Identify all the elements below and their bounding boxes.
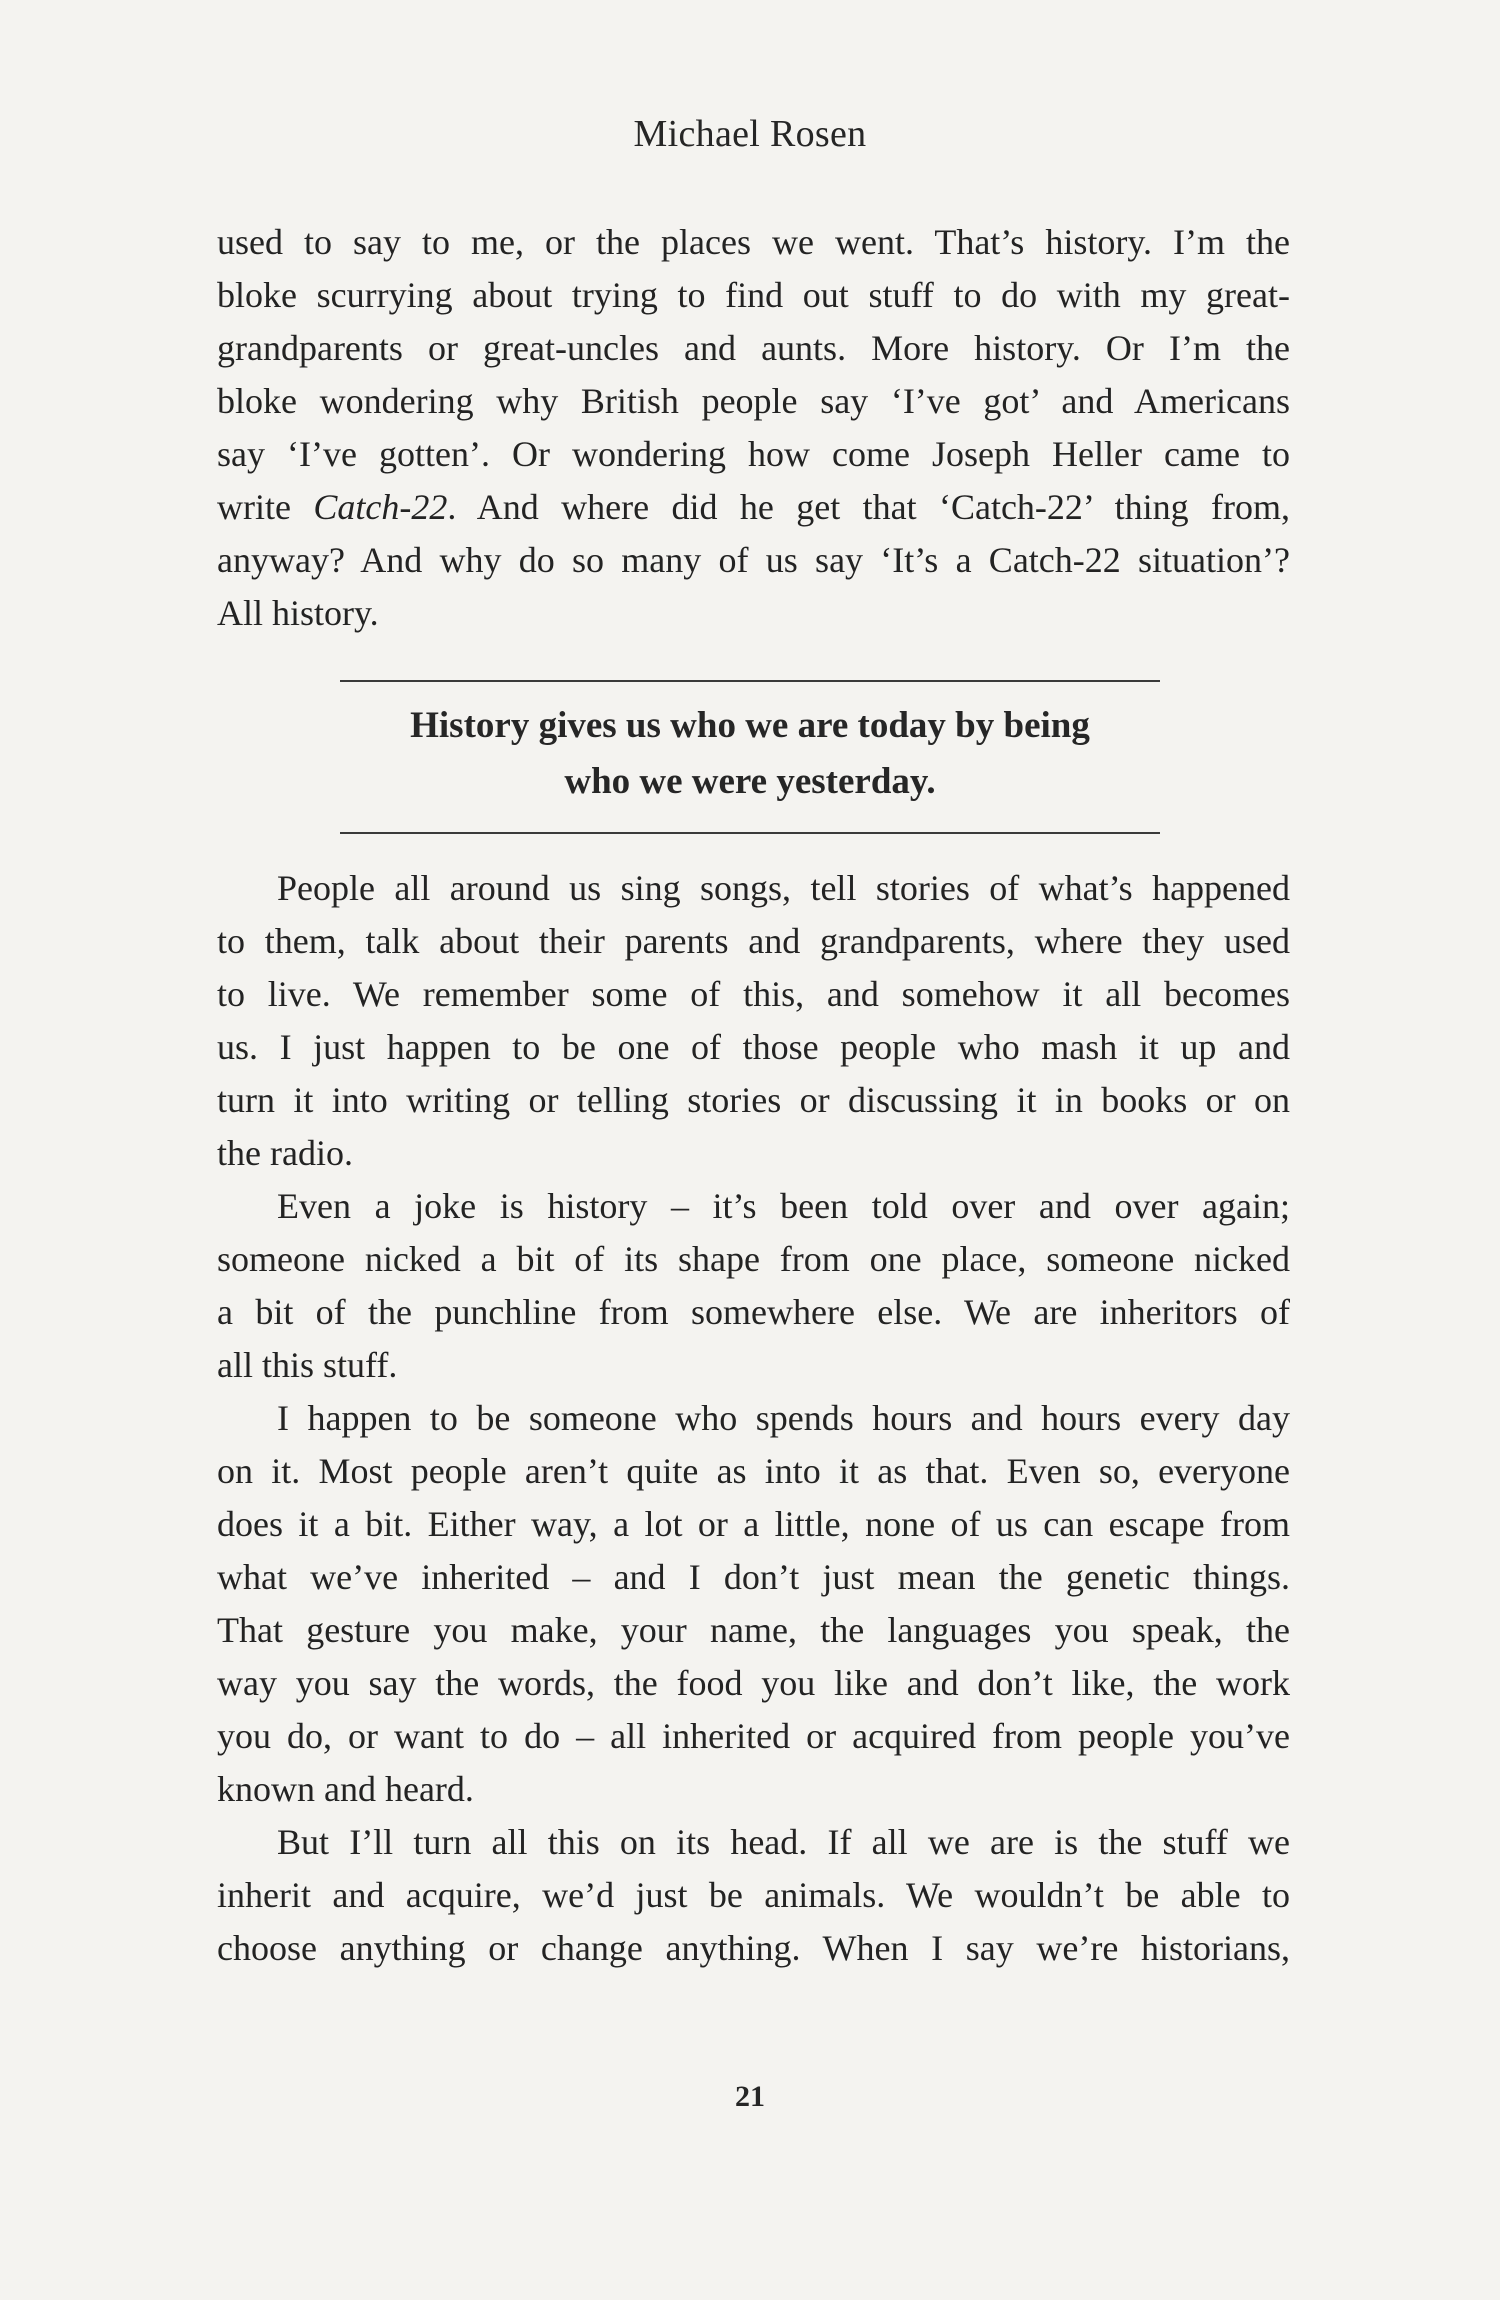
paragraph-line: all this stuff. (217, 1345, 398, 1385)
paragraph-line: That gesture you make, your name, the languages you speak, the (217, 1610, 1290, 1650)
running-head: Michael Rosen (633, 113, 867, 155)
pull-quote-text (340, 698, 1160, 810)
paragraph-line: I happen to be someone who spends hours and hours every day (277, 1398, 1290, 1438)
paragraph-line: known and heard. (217, 1769, 474, 1809)
page-number: 21 (735, 2080, 765, 2113)
paragraph-line: way you say the words, the food you like and don’t like, the work (217, 1663, 1290, 1703)
paragraph-line: bloke scurrying about trying to find out stuff to do with my great- (217, 275, 1290, 315)
paragraph-line: People all around us sing songs, tell stories of what’s happened (277, 868, 1290, 908)
paragraph-line: a bit of the punchline from somewhere else. We are inheritors of (217, 1292, 1290, 1332)
book-title-italic: Catch-22 (313, 487, 448, 527)
paragraph-line: choose anything or change anything. When I say we’re historians, (217, 1928, 1290, 1968)
pull-quote (340, 680, 1160, 836)
pull-quote-line-2: who we were yesterday. (564, 761, 936, 802)
pull-quote-line-1: History gives us who we are today by being (410, 705, 1090, 746)
paragraph-line: what we’ve inherited – and I don’t just mean the genetic things. (217, 1557, 1290, 1597)
opening-paragraph (217, 216, 1290, 640)
paragraph-line: All history. (217, 593, 379, 633)
pull-quote-top-rule (340, 680, 1160, 682)
paragraph-line: you do, or want to do – all inherited or acquired from people you’ve (217, 1716, 1290, 1756)
paragraph-line: write Catch-22. And where did he get that ‘Catch-22’ thing from, (217, 487, 1290, 527)
paragraph-line: But I’ll turn all this on its head. If all we are is the stuff we (277, 1822, 1290, 1862)
pull-quote-bottom-rule (340, 832, 1160, 834)
paragraph-line: on it. Most people aren’t quite as into it as that. Even so, everyone (217, 1451, 1290, 1491)
paragraph-line: used to say to me, or the places we went. That’s history. I’m the (217, 222, 1290, 262)
paragraph-line: to them, talk about their parents and grandparents, where they used (217, 921, 1290, 961)
paragraph-line: anyway? And why do so many of us say ‘It’s a Catch-22 situation’? (217, 540, 1290, 580)
paragraph-line: bloke wondering why British people say ‘I’ve got’ and Americans (217, 381, 1290, 421)
paragraph-line: someone nicked a bit of its shape from one place, someone nicked (217, 1239, 1290, 1279)
paragraph-line: to live. We remember some of this, and somehow it all becomes (217, 974, 1290, 1014)
paragraph-line: grandparents or great-uncles and aunts. More history. Or I’m the (217, 328, 1290, 368)
body-text (217, 862, 1290, 1975)
paragraph-line: turn it into writing or telling stories or discussing it in books or on (217, 1080, 1290, 1120)
paragraph-line: us. I just happen to be one of those people who mash it up and (217, 1027, 1290, 1067)
paragraph-line: Even a joke is history – it’s been told over and over again; (277, 1186, 1290, 1226)
paragraph-line: the radio. (217, 1133, 353, 1173)
paragraph-line: does it a bit. Either way, a lot or a little, none of us can escape from (217, 1504, 1290, 1544)
paragraph-line: say ‘I’ve gotten’. Or wondering how come Joseph Heller came to (217, 434, 1290, 474)
paragraph-line: inherit and acquire, we’d just be animals. We wouldn’t be able to (217, 1875, 1290, 1915)
